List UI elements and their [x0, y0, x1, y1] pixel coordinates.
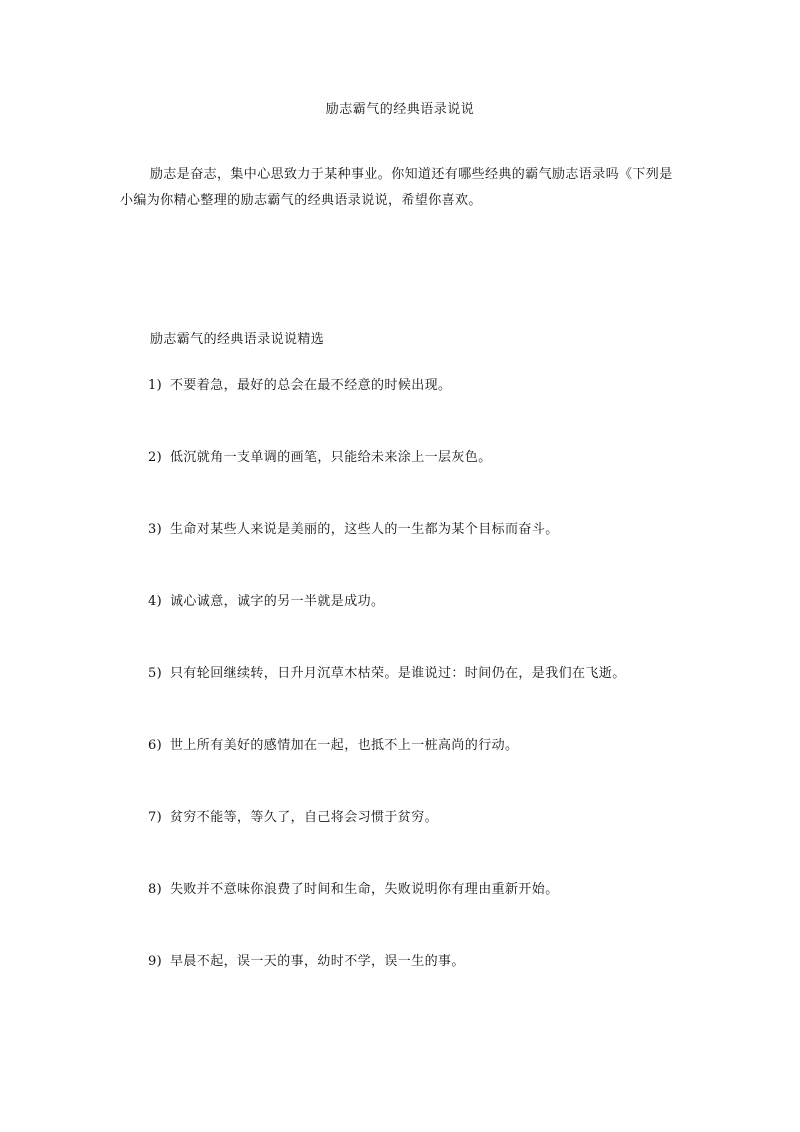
- list-item-number: 5): [148, 666, 163, 681]
- list-item: [148, 952, 626, 1024]
- list-item: [148, 376, 626, 448]
- list-item-number: 3): [148, 522, 163, 537]
- list-item: [148, 736, 626, 808]
- list-item-text: 诚心诚意，诚字的另一半就是成功。: [170, 594, 385, 609]
- list-item-text: 世上所有美好的感情加在一起，也抵不上一桩高尚的行动。: [170, 738, 519, 753]
- list-item-text: 低沉就角一支单调的画笔，只能给未来涂上一层灰色。: [170, 450, 492, 465]
- section-heading: 励志霸气的经典语录说说精选: [150, 332, 325, 347]
- list-item: [148, 448, 626, 520]
- list-item-number: 7): [148, 810, 163, 825]
- list-item: [148, 808, 626, 880]
- list-item-number: 6): [148, 738, 163, 753]
- list-item-number: 1): [148, 378, 163, 393]
- list-item-text: 早晨不起，误一天的事，幼时不学，误一生的事。: [170, 954, 465, 969]
- list-item-number: 4): [148, 594, 163, 609]
- list-item-number: 2): [148, 450, 163, 465]
- list-item: [148, 592, 626, 664]
- list-item-number: 9): [148, 954, 163, 969]
- document-title: 励志霸气的经典语录说说: [325, 102, 475, 117]
- list-item-number: 8): [148, 882, 163, 897]
- intro-paragraph: 励志是奋志，集中心思致力于某种事业。你知道还有哪些经典的霸气励志语录吗《下列是小编为你精心整理的励志霸气的经典语录说说，希望你喜欢。: [120, 167, 673, 208]
- list-item-text: 失败并不意味你浪费了时间和生命，失败说明你有理由重新开始。: [170, 882, 559, 897]
- list-item: [148, 520, 626, 592]
- list-item-text: 只有轮回继续转，日升月沉草木枯荣。是谁说过：时间仍在，是我们在飞逝。: [170, 666, 626, 681]
- list-item-text: 生命对某些人来说是美丽的，这些人的一生都为某个目标而奋斗。: [170, 522, 559, 537]
- list-item-text: 贫穷不能等，等久了，自己将会习惯于贫穷。: [170, 810, 439, 825]
- quote-list: [148, 376, 626, 1024]
- list-item: [148, 880, 626, 952]
- list-item-text: 不要着急，最好的总会在最不经意的时候出现。: [170, 378, 452, 393]
- list-item: [148, 664, 626, 736]
